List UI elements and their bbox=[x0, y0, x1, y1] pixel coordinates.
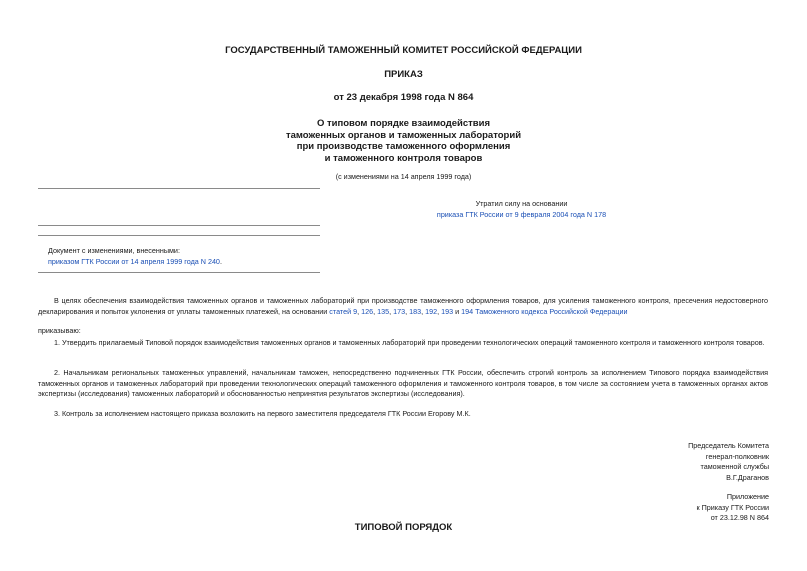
title-line: при производстве таможенного оформления bbox=[296, 141, 511, 152]
article-link[interactable]: 192 bbox=[425, 306, 438, 316]
item-2: 2. Начальникам региональных таможенных управлений, начальникам таможен, непосредственно подчиненных ГТК России, обеспечить строгий контроль за исполнением Типового порядка взаимодействия таможенных органов и таможенных лабораторий при проведении технологических операций таможенного оформления и таможенного контроля товаров, в том числе за состоянием учета в таможенных органах актов экспертизы (исследования) таможенных лабораторий и обоснованностью непринятия результатов экспертизы (исследования). bbox=[38, 368, 768, 399]
amended-by-link[interactable]: приказом ГТК России от 14 апреля 1999 года N 240 bbox=[48, 256, 220, 266]
appendix-block bbox=[696, 492, 769, 524]
typical-procedure-heading: ТИПОВОЙ ПОРЯДОК bbox=[354, 522, 453, 533]
amended-by-block bbox=[48, 246, 222, 267]
divider bbox=[38, 188, 320, 189]
amended-by-period: . bbox=[219, 256, 222, 266]
signature-line: таможенной службы bbox=[700, 462, 769, 472]
amended-by-text: Документ с изменениями, внесенными: bbox=[48, 246, 180, 255]
divider bbox=[38, 225, 320, 226]
doc-type-heading: ПРИКАЗ bbox=[384, 69, 423, 80]
intro-paragraph: В целях обеспечения взаимодействия таможенных органов и таможенных лабораторий при производстве таможенного оформления товаров, для усиления таможенного контроля, пресечения недостоверного декларирования и попыток уклонения от уплаты таможенных платежей, на основании статей 9, 126, 135, 173, 183, 192, 193 и 194 Таможенного кодекса Российской Федерации bbox=[38, 296, 768, 316]
signature-block bbox=[688, 441, 769, 483]
signature-line: генерал-полковник bbox=[705, 451, 769, 461]
lost-force-text: Утратил силу на основании bbox=[475, 199, 568, 208]
item-1: 1. Утвердить прилагаемый Типовой порядок взаимодействия таможенных органов и таможенных лабораторий при проведении технологических операций таможенного контроля и таможенного контроля товаров. bbox=[54, 338, 765, 347]
article-link[interactable]: статей 9 bbox=[329, 306, 358, 316]
divider bbox=[38, 235, 320, 236]
lost-force-note bbox=[0, 199, 807, 220]
amendments-note: (с изменениями на 14 апреля 1999 года) bbox=[335, 172, 472, 181]
intro-and: и bbox=[455, 306, 460, 316]
signature-line: Председатель Комитета bbox=[688, 441, 769, 450]
appendix-line: от 23.12.98 N 864 bbox=[710, 513, 769, 523]
title-line: и таможенного контроля товаров bbox=[324, 152, 483, 164]
appendix-line: к Приказу ГТК России bbox=[696, 502, 769, 512]
item-3: 3. Контроль за исполнением настоящего приказа возложить на первого заместителя председателя ГТК России Егорову М.К. bbox=[54, 409, 471, 418]
article-link[interactable]: 126 bbox=[361, 306, 374, 316]
intro-text: В целях обеспечения взаимодействия таможенных органов и таможенных лабораторий при производстве таможенного оформления товаров, для усиления таможенного контроля, пресечения недостоверного декларирования и попыток уклонения от уплаты таможенных платежей, на основании bbox=[38, 296, 768, 316]
customs-code-link[interactable]: Таможенного кодекса Российской Федерации bbox=[475, 306, 628, 316]
title-line: О типовом порядке взаимодействия bbox=[316, 118, 491, 129]
date-number-heading: от 23 декабря 1998 года N 864 bbox=[333, 92, 474, 103]
article-link[interactable]: 183 bbox=[409, 306, 422, 316]
lost-force-link[interactable]: приказа ГТК России от 9 февраля 2004 года N 178 bbox=[436, 209, 607, 219]
article-link[interactable]: 194 bbox=[461, 306, 474, 316]
order-word: приказываю: bbox=[38, 326, 81, 335]
article-link[interactable]: 173 bbox=[393, 306, 406, 316]
article-link[interactable]: 135 bbox=[377, 306, 390, 316]
signature-line: В.Г.Драганов bbox=[726, 472, 769, 482]
appendix-line: Приложение bbox=[726, 492, 769, 501]
article-link[interactable]: 193 bbox=[441, 306, 454, 316]
agency-heading: ГОСУДАРСТВЕННЫЙ ТАМОЖЕННЫЙ КОМИТЕТ РОССИЙСКОЙ ФЕДЕРАЦИИ bbox=[225, 45, 582, 56]
title-line: таможенных органов и таможенных лабораторий bbox=[285, 129, 522, 141]
divider bbox=[38, 272, 320, 273]
document-title bbox=[0, 118, 807, 164]
